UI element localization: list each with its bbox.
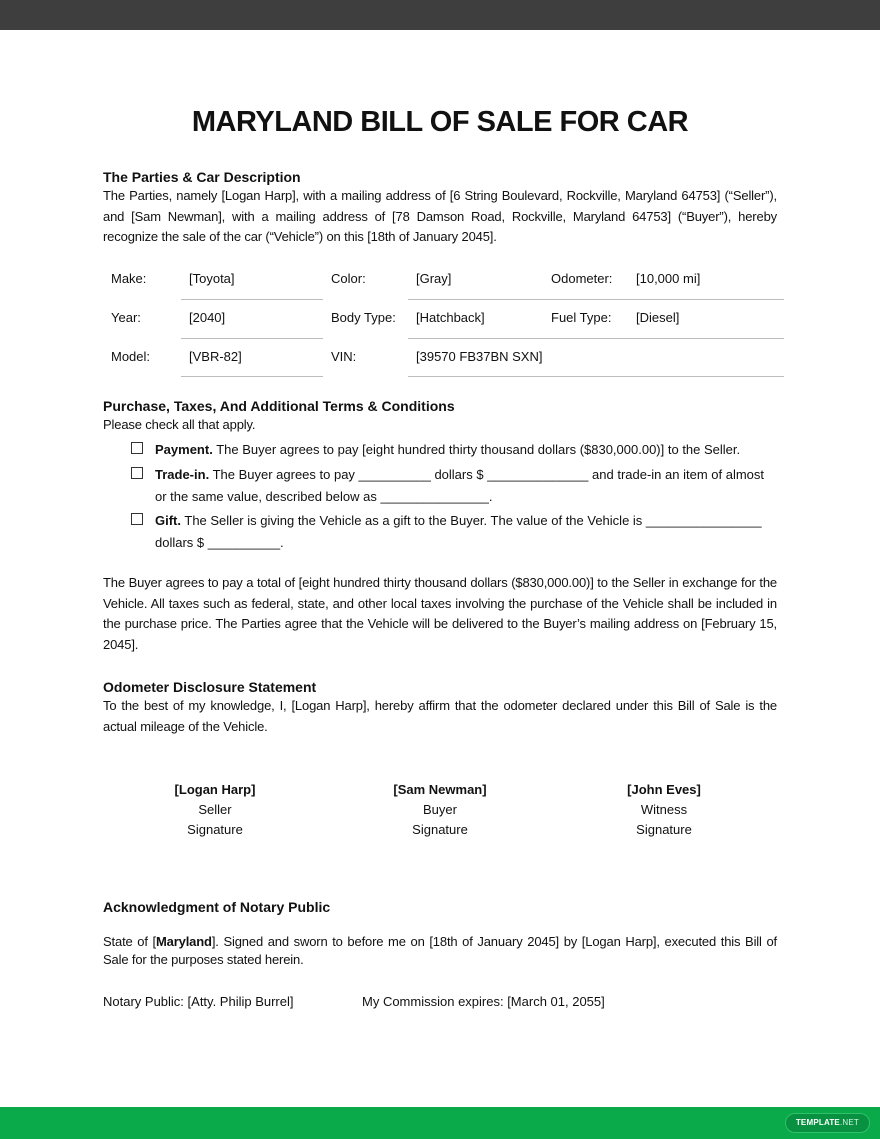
- trade-in-checkbox[interactable]: [131, 467, 143, 479]
- total-terms-text: The Buyer agrees to pay a total of [eight hundred thirty thousand dollars ($830,000.00)] to the Seller in exchange for the Vehicle. All taxes such as federal, state, and other local taxes involving the purchase of the Vehicle shall be included in the purchase price. The Parties agree that the Vehicle will be delivered to the Buyer’s mailing address on [February 15, 2045].: [103, 575, 777, 652]
- notary-heading: Acknowledgment of Notary Public: [103, 899, 331, 915]
- fuel-type-value: [Diesel]: [636, 310, 680, 325]
- odometer-label: Odometer:: [551, 271, 613, 286]
- notary-text-pre: State of [: [103, 934, 156, 949]
- gift-checkbox[interactable]: [131, 513, 143, 525]
- odometer-text: To the best of my knowledge, I, [Logan Harp], hereby affirm that the odometer declared under this Bill of Sale is the actual mileage of the Vehicle.: [103, 698, 777, 734]
- divider: [408, 299, 784, 300]
- template-net-logo[interactable]: [785, 1113, 870, 1133]
- odometer-value: [10,000 mi]: [636, 271, 701, 286]
- signer-name: [Logan Harp]: [174, 782, 256, 797]
- purchase-heading: Purchase, Taxes, And Additional Terms & Conditions: [103, 398, 455, 414]
- top-bar: [0, 0, 880, 30]
- witness-signature: [564, 780, 764, 840]
- parties-heading: The Parties & Car Description: [103, 169, 301, 185]
- parties-text: The Parties, namely [Logan Harp], with a mailing address of [6 String Boulevard, Rockville, Maryland 64753] (“Seller”), and [Sam Newman], with a mailing address of [78 Damson Road, Rockville, Maryland 64753] (“Buyer”), hereby recognize the sale of the car (“Vehicle”) on this [18th of January 2045].: [103, 188, 777, 244]
- gift-option: [131, 510, 777, 554]
- notary-public: Notary Public: [Atty. Philip Burrel]: [103, 994, 294, 1009]
- odometer-heading: Odometer Disclosure Statement: [103, 679, 317, 695]
- notary-state: Maryland: [155, 934, 212, 949]
- body-type-label: Body Type:: [331, 310, 396, 325]
- option-label: Gift.: [155, 513, 181, 528]
- vin-value: [39570 FB37BN SXN]: [416, 349, 543, 364]
- trade-in-option: [131, 464, 777, 508]
- make-value: [Toyota]: [189, 271, 235, 286]
- signer-role: Buyer: [423, 802, 457, 817]
- signature-label: Signature: [412, 822, 468, 837]
- fuel-type-label: Fuel Type:: [551, 310, 612, 325]
- option-label: Payment.: [155, 442, 213, 457]
- model-value: [VBR-82]: [189, 349, 242, 364]
- purchase-section: [103, 398, 777, 436]
- divider: [181, 376, 323, 377]
- color-label: Color:: [331, 271, 366, 286]
- notary-section: [103, 899, 777, 969]
- odometer-section: [103, 679, 777, 737]
- option-label: Trade-in.: [155, 467, 210, 482]
- signer-name: [John Eves]: [627, 782, 701, 797]
- make-label: Make:: [111, 271, 147, 286]
- logo-main: TEMPLATE: [795, 1118, 840, 1127]
- buyer-signature: [340, 780, 540, 840]
- color-value: [Gray]: [416, 271, 452, 286]
- vin-label: VIN:: [331, 349, 357, 364]
- payment-checkbox[interactable]: [131, 442, 143, 454]
- divider: [408, 338, 784, 339]
- signer-name: [Sam Newman]: [393, 782, 487, 797]
- divider: [181, 338, 323, 339]
- year-label: Year:: [111, 310, 141, 325]
- total-terms: [103, 573, 777, 655]
- option-text: The Seller is giving the Vehicle as a gift to the Buyer. The value of the Vehicle is ________________ dollars $ __________.: [155, 513, 762, 550]
- divider: [408, 376, 784, 377]
- model-label: Model:: [111, 349, 151, 364]
- body-type-value: [Hatchback]: [416, 310, 485, 325]
- parties-section: [103, 169, 777, 248]
- commission-expiry: My Commission expires: [March 01, 2055]: [362, 994, 605, 1009]
- divider: [181, 299, 323, 300]
- purchase-instruction: Please check all that apply.: [103, 417, 256, 432]
- footer-bar: [0, 1107, 880, 1139]
- year-value: [2040]: [189, 310, 226, 325]
- signature-label: Signature: [187, 822, 243, 837]
- option-text: The Buyer agrees to pay __________ dollars $ ______________ and trade-in an item of almost or the same value, described below as _______________.: [155, 467, 765, 504]
- notary-text-post: ]. Signed and sworn to before me on [18th of January 2045] by [Logan Harp], executed this Bill of Sale for the purposes stated herein.: [103, 934, 777, 967]
- seller-signature: [115, 780, 315, 840]
- logo-suffix: .NET: [839, 1118, 859, 1127]
- notary-text: [103, 933, 777, 969]
- payment-option: [131, 439, 777, 461]
- document-title: MARYLAND BILL OF SALE FOR CAR: [191, 106, 689, 138]
- signature-label: Signature: [636, 822, 692, 837]
- option-text: The Buyer agrees to pay [eight hundred thirty thousand dollars ($830,000.00)] to the Seller.: [212, 442, 741, 457]
- signer-role: Witness: [640, 802, 688, 817]
- signer-role: Seller: [198, 802, 232, 817]
